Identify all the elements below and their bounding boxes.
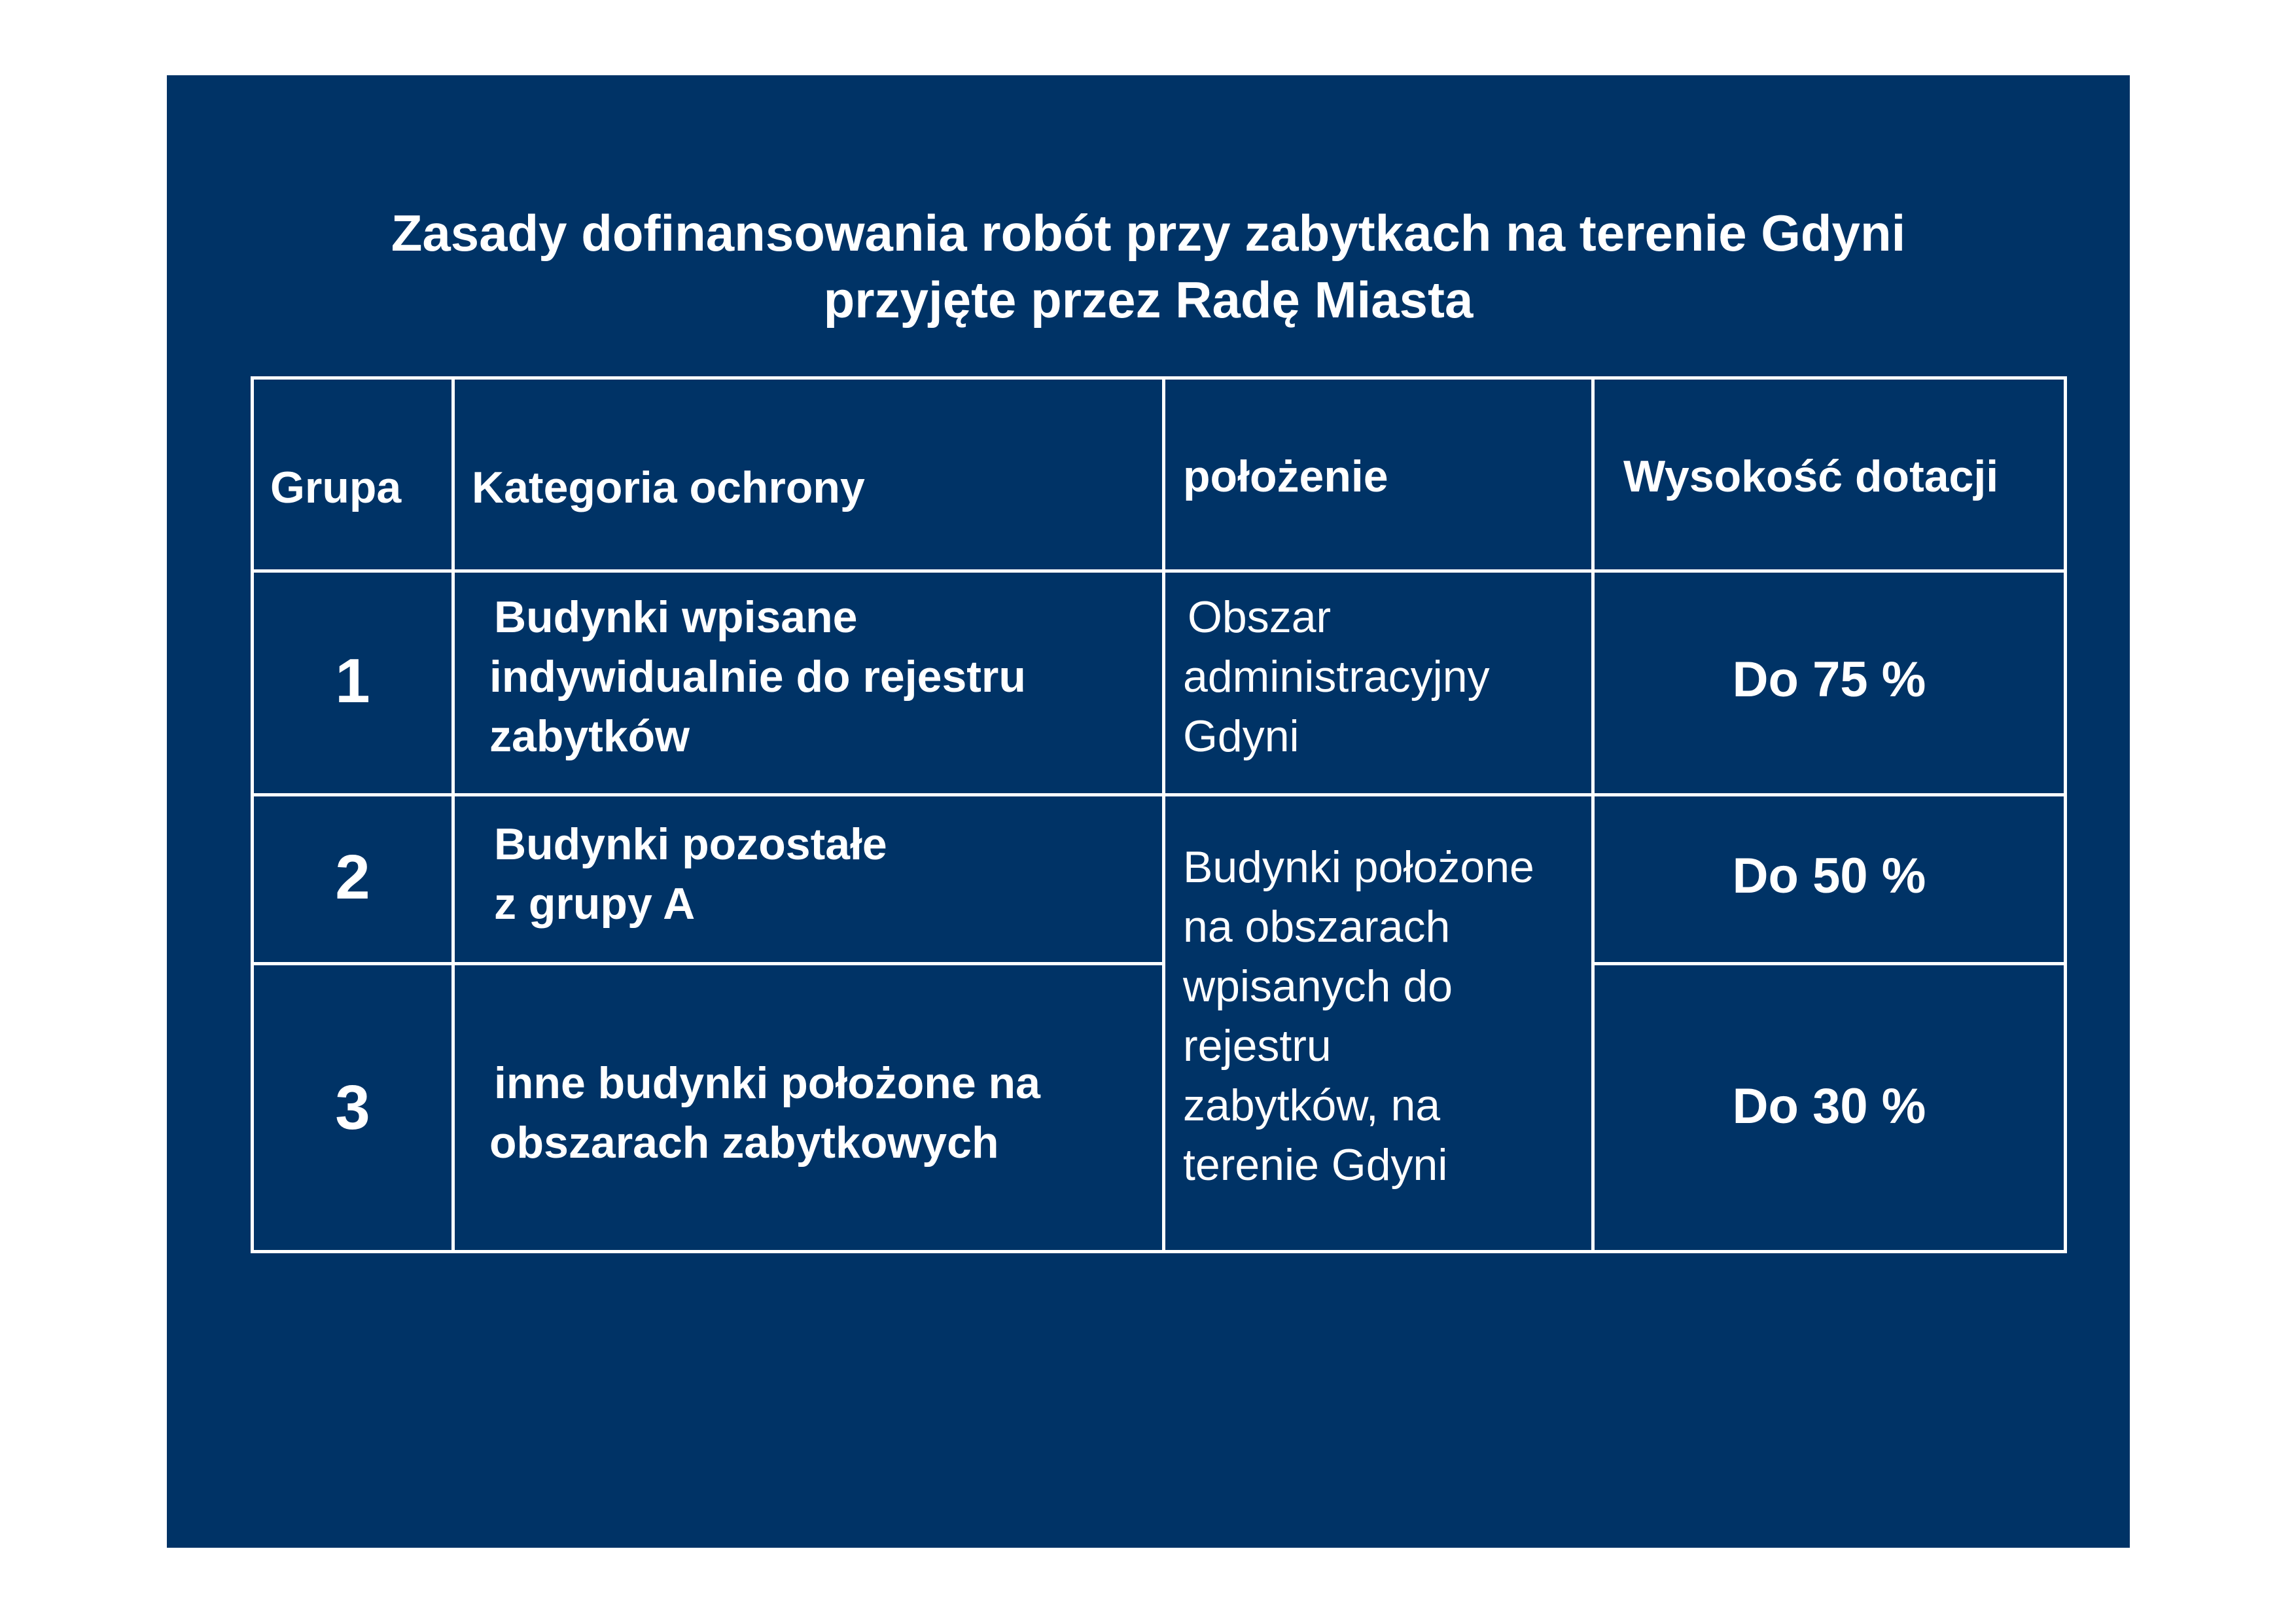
row-2-category-line-1: Budynki pozostałe: [494, 819, 887, 869]
row-3-category-line-2: obszarach zabytkowych: [489, 1118, 999, 1168]
title-line-1: Zasady dofinansowania robót przy zabytkach na terenie Gdyni: [391, 204, 1906, 262]
row-3-group: 3: [335, 1073, 370, 1143]
row-3-category-line-1: inne budynki położone na: [494, 1058, 1040, 1108]
header-group: Grupa: [270, 463, 402, 512]
row-2-subsidy: Do 50 %: [1732, 848, 1926, 904]
row-3-subsidy: Do 30 %: [1732, 1079, 1926, 1134]
table-divider-row-1: [251, 793, 2067, 796]
table-divider-category: [1162, 376, 1165, 1253]
table-border-bottom: [251, 1250, 2067, 1253]
title-line-2: przyjęte przez Radę Miasta: [823, 271, 1474, 329]
table-divider-header: [251, 569, 2067, 573]
row-1-location-line-2: administracyjny: [1183, 652, 1490, 702]
row-2-category-line-2: z grupy A: [494, 879, 696, 929]
row-1-location-line-3: Gdyni: [1183, 711, 1299, 761]
header-location: położenie: [1183, 452, 1388, 501]
table-border-top: [251, 376, 2067, 380]
row-1-category-line-2: indywidualnie do rejestru: [489, 652, 1026, 702]
row-3-category: [489, 1054, 1040, 1173]
row-1-category-line-3: zabytków: [489, 711, 690, 761]
header-subsidy: Wysokość dotacji: [1623, 452, 1999, 501]
header-category: Kategoria ochrony: [472, 463, 865, 512]
table-divider-row-2-right: [1591, 962, 2067, 965]
row-1-location-line-1: Obszar: [1188, 592, 1332, 642]
row-2-group: 2: [335, 842, 370, 912]
row-1-location: [1183, 588, 1490, 766]
slide-title: [167, 200, 2130, 333]
table-divider-group: [451, 376, 455, 1253]
rows-2-3-location: [1183, 838, 1534, 1195]
table-border-right: [2064, 376, 2067, 1253]
subsidy-table: [251, 376, 2067, 1253]
row-1-category: [489, 588, 1026, 766]
rows-2-3-location-line-3: wpisanych do: [1183, 961, 1453, 1011]
slide-background: [167, 75, 2130, 1548]
row-1-subsidy: Do 75 %: [1732, 652, 1926, 707]
rows-2-3-location-line-4: rejestru: [1183, 1021, 1332, 1071]
rows-2-3-location-line-1: Budynki położone: [1183, 842, 1534, 892]
row-2-category: [494, 815, 887, 934]
rows-2-3-location-line-6: terenie Gdyni: [1183, 1140, 1448, 1190]
row-1-group: 1: [335, 646, 370, 716]
rows-2-3-location-line-5: zabytków, na: [1183, 1080, 1441, 1130]
rows-2-3-location-line-2: na obszarach: [1183, 902, 1451, 952]
table-divider-row-2-left: [251, 962, 1165, 965]
row-1-category-line-1: Budynki wpisane: [494, 592, 858, 642]
